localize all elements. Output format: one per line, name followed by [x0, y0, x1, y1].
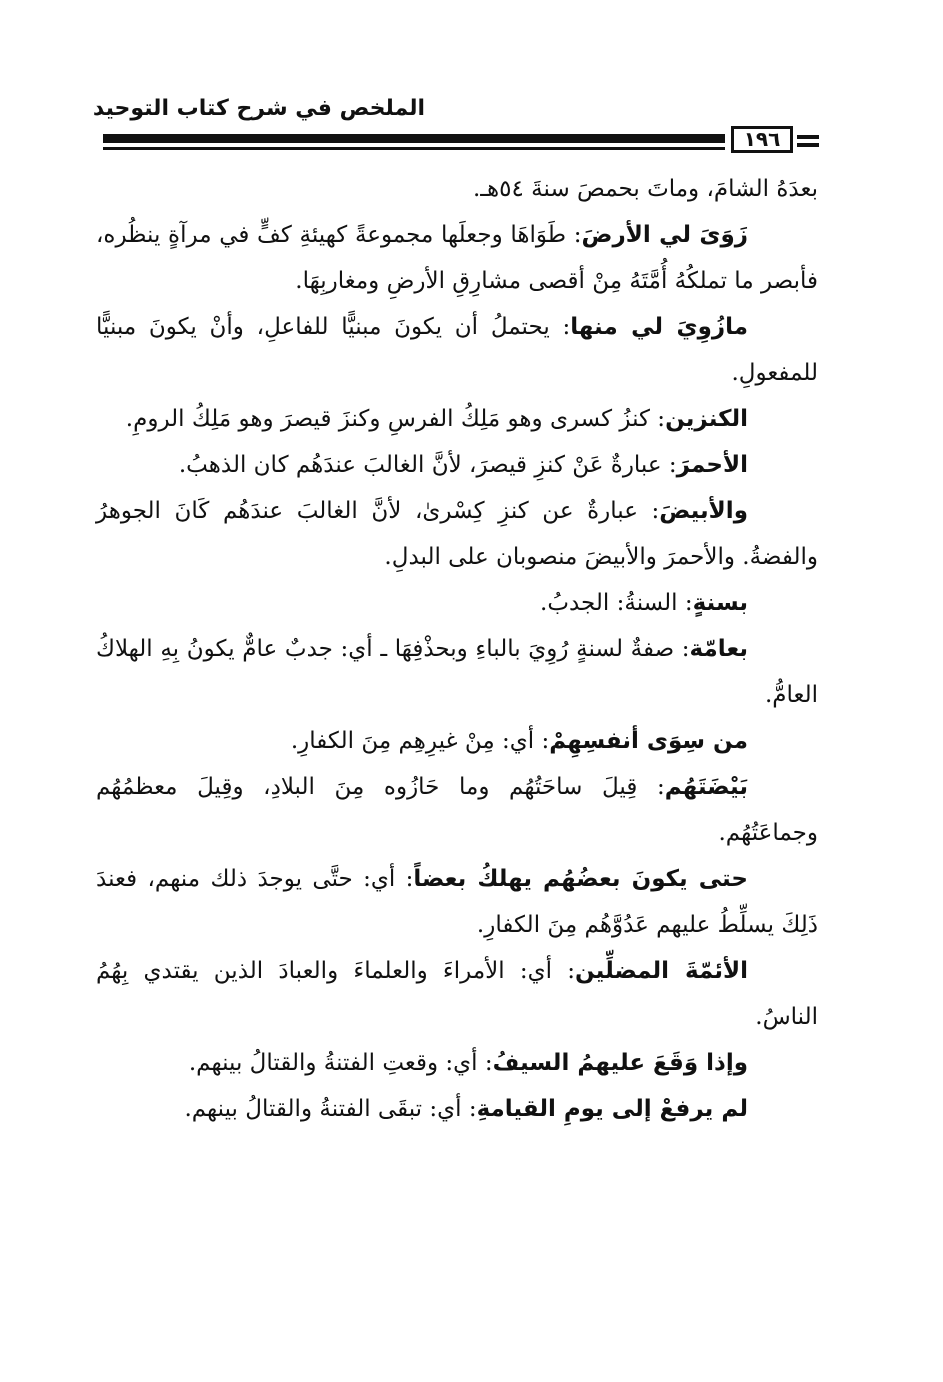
paragraph — [96, 856, 818, 948]
header-rule-tail — [797, 143, 819, 147]
paragraph-text: : أي: مِنْ غيرِهِم مِنَ الكفارِ. — [290, 728, 550, 754]
paragraph-term: لم يرفعْ إلى يومِ القيامةِ — [476, 1096, 748, 1122]
paragraph — [96, 396, 818, 442]
paragraph — [96, 626, 818, 718]
paragraph-term: الأحمرَ — [676, 452, 748, 478]
paragraph-text: : عبارةٌ عن كنزِ كِسْرىٰ، لأنَّ الغالبَ عندَهُم كَانَ الجوهرُ والفضةُ. والأحمرَ والأبيضَ منصوبان على البدلِ. — [96, 498, 818, 570]
header-rule — [103, 126, 819, 156]
paragraph-term: حتى يكونَ بعضُهُم يهلكُ بعضاً — [413, 866, 748, 892]
header-rule-tail — [797, 135, 819, 139]
paragraph — [96, 948, 818, 1040]
paragraph — [96, 166, 818, 212]
header-rule-thin — [103, 147, 725, 150]
paragraph — [96, 1040, 818, 1086]
paragraph-text: : أي: وقعتِ الفتنةُ والقتالُ بينهم. — [188, 1050, 493, 1076]
paragraph-term: زَوَىَ لي الأرضَ — [581, 222, 748, 248]
paragraph-term: بسنةٍ — [692, 590, 748, 616]
paragraph-text: : أي: الأمراءَ والعلماءَ والعبادَ الذين يقتدي بِهُمُ الناسُ. — [96, 958, 818, 1030]
paragraph-text: : أي: حتَّى يوجدَ ذلك منهم، فعندَ ذَلِكَ يسلِّطُ عليهم عَدُوَّهُم مِنَ الكفارِ. — [96, 866, 818, 938]
paragraph-text: : السنةُ: الجدبُ. — [540, 590, 693, 616]
paragraph-term: وإذا وَقَعَ عليهمُ السيفُ — [492, 1050, 748, 1076]
paragraph-text: : كنزُ كسرى وهو مَلِكُ الفرسِ وكنزَ قيصرَ وهو مَلِكُ الرومِ. — [125, 406, 666, 432]
page-number: ١٩٦ — [731, 126, 793, 153]
running-header-title: الملخص في شرح كتاب التوحيد — [92, 96, 425, 121]
paragraph — [96, 1086, 818, 1132]
body-text — [96, 166, 818, 1132]
paragraph-term: والأبيضَ — [659, 498, 748, 524]
paragraph — [96, 304, 818, 396]
header-rule-thick — [103, 134, 725, 143]
paragraph-text: : أي: تبقَى الفتنةُ والقتالُ بينهم. — [184, 1096, 477, 1122]
paragraph — [96, 488, 818, 580]
paragraph-text: بعدَهُ الشامَ، وماتَ بحمصَ سنةَ ٥٤هـ. — [472, 176, 818, 202]
paragraph-term: الأئمّةَ المضلِّين — [574, 958, 748, 984]
paragraph — [96, 580, 818, 626]
paragraph-text: : يحتملُ أن يكونَ مبنيًّا للفاعلِ، وأنْ يكونَ مبنيًّا للمفعولِ. — [96, 314, 818, 386]
paragraph-text: : صفةٌ لسنةٍ رُوِيَ بالباءِ وبحذْفِهَا ـ أي: جدبٌ عامٌّ يكونُ بِهِ الهلاكُ العامُّ. — [96, 636, 818, 708]
paragraph — [96, 442, 818, 488]
paragraph-term: مازُوِيَ لي منها — [570, 314, 748, 340]
paragraph — [96, 764, 818, 856]
paragraph-text: : طَوَاهَا وجعلَها مجموعةً كهيئةِ كفٍّ في مرآةٍ ينظُره، فأبصر ما تملكُهُ أُمَّتَهُ مِنْ أقصى مشارِقِ الأرضِ ومغاربِهَا. — [96, 222, 818, 294]
paragraph-term: من سِوَى أنفسِهِمْ — [549, 728, 748, 754]
paragraph — [96, 718, 818, 764]
paragraph-term: بَيْضَتَهُم — [664, 774, 748, 800]
paragraph-text: : عبارةٌ عَنْ كنزِ قيصرَ، لأنَّ الغالبَ عندَهُم كان الذهبُ. — [178, 452, 677, 478]
paragraph-term: بعامّة — [689, 636, 748, 662]
paragraph — [96, 212, 818, 304]
paragraph-text: : قِيلَ ساحَتُهُم وما حَازُوه مِنَ البلادِ، وقِيلَ معظمُهُم وجماعَتُهُم. — [96, 774, 818, 846]
paragraph-term: الكنزين — [665, 406, 748, 432]
